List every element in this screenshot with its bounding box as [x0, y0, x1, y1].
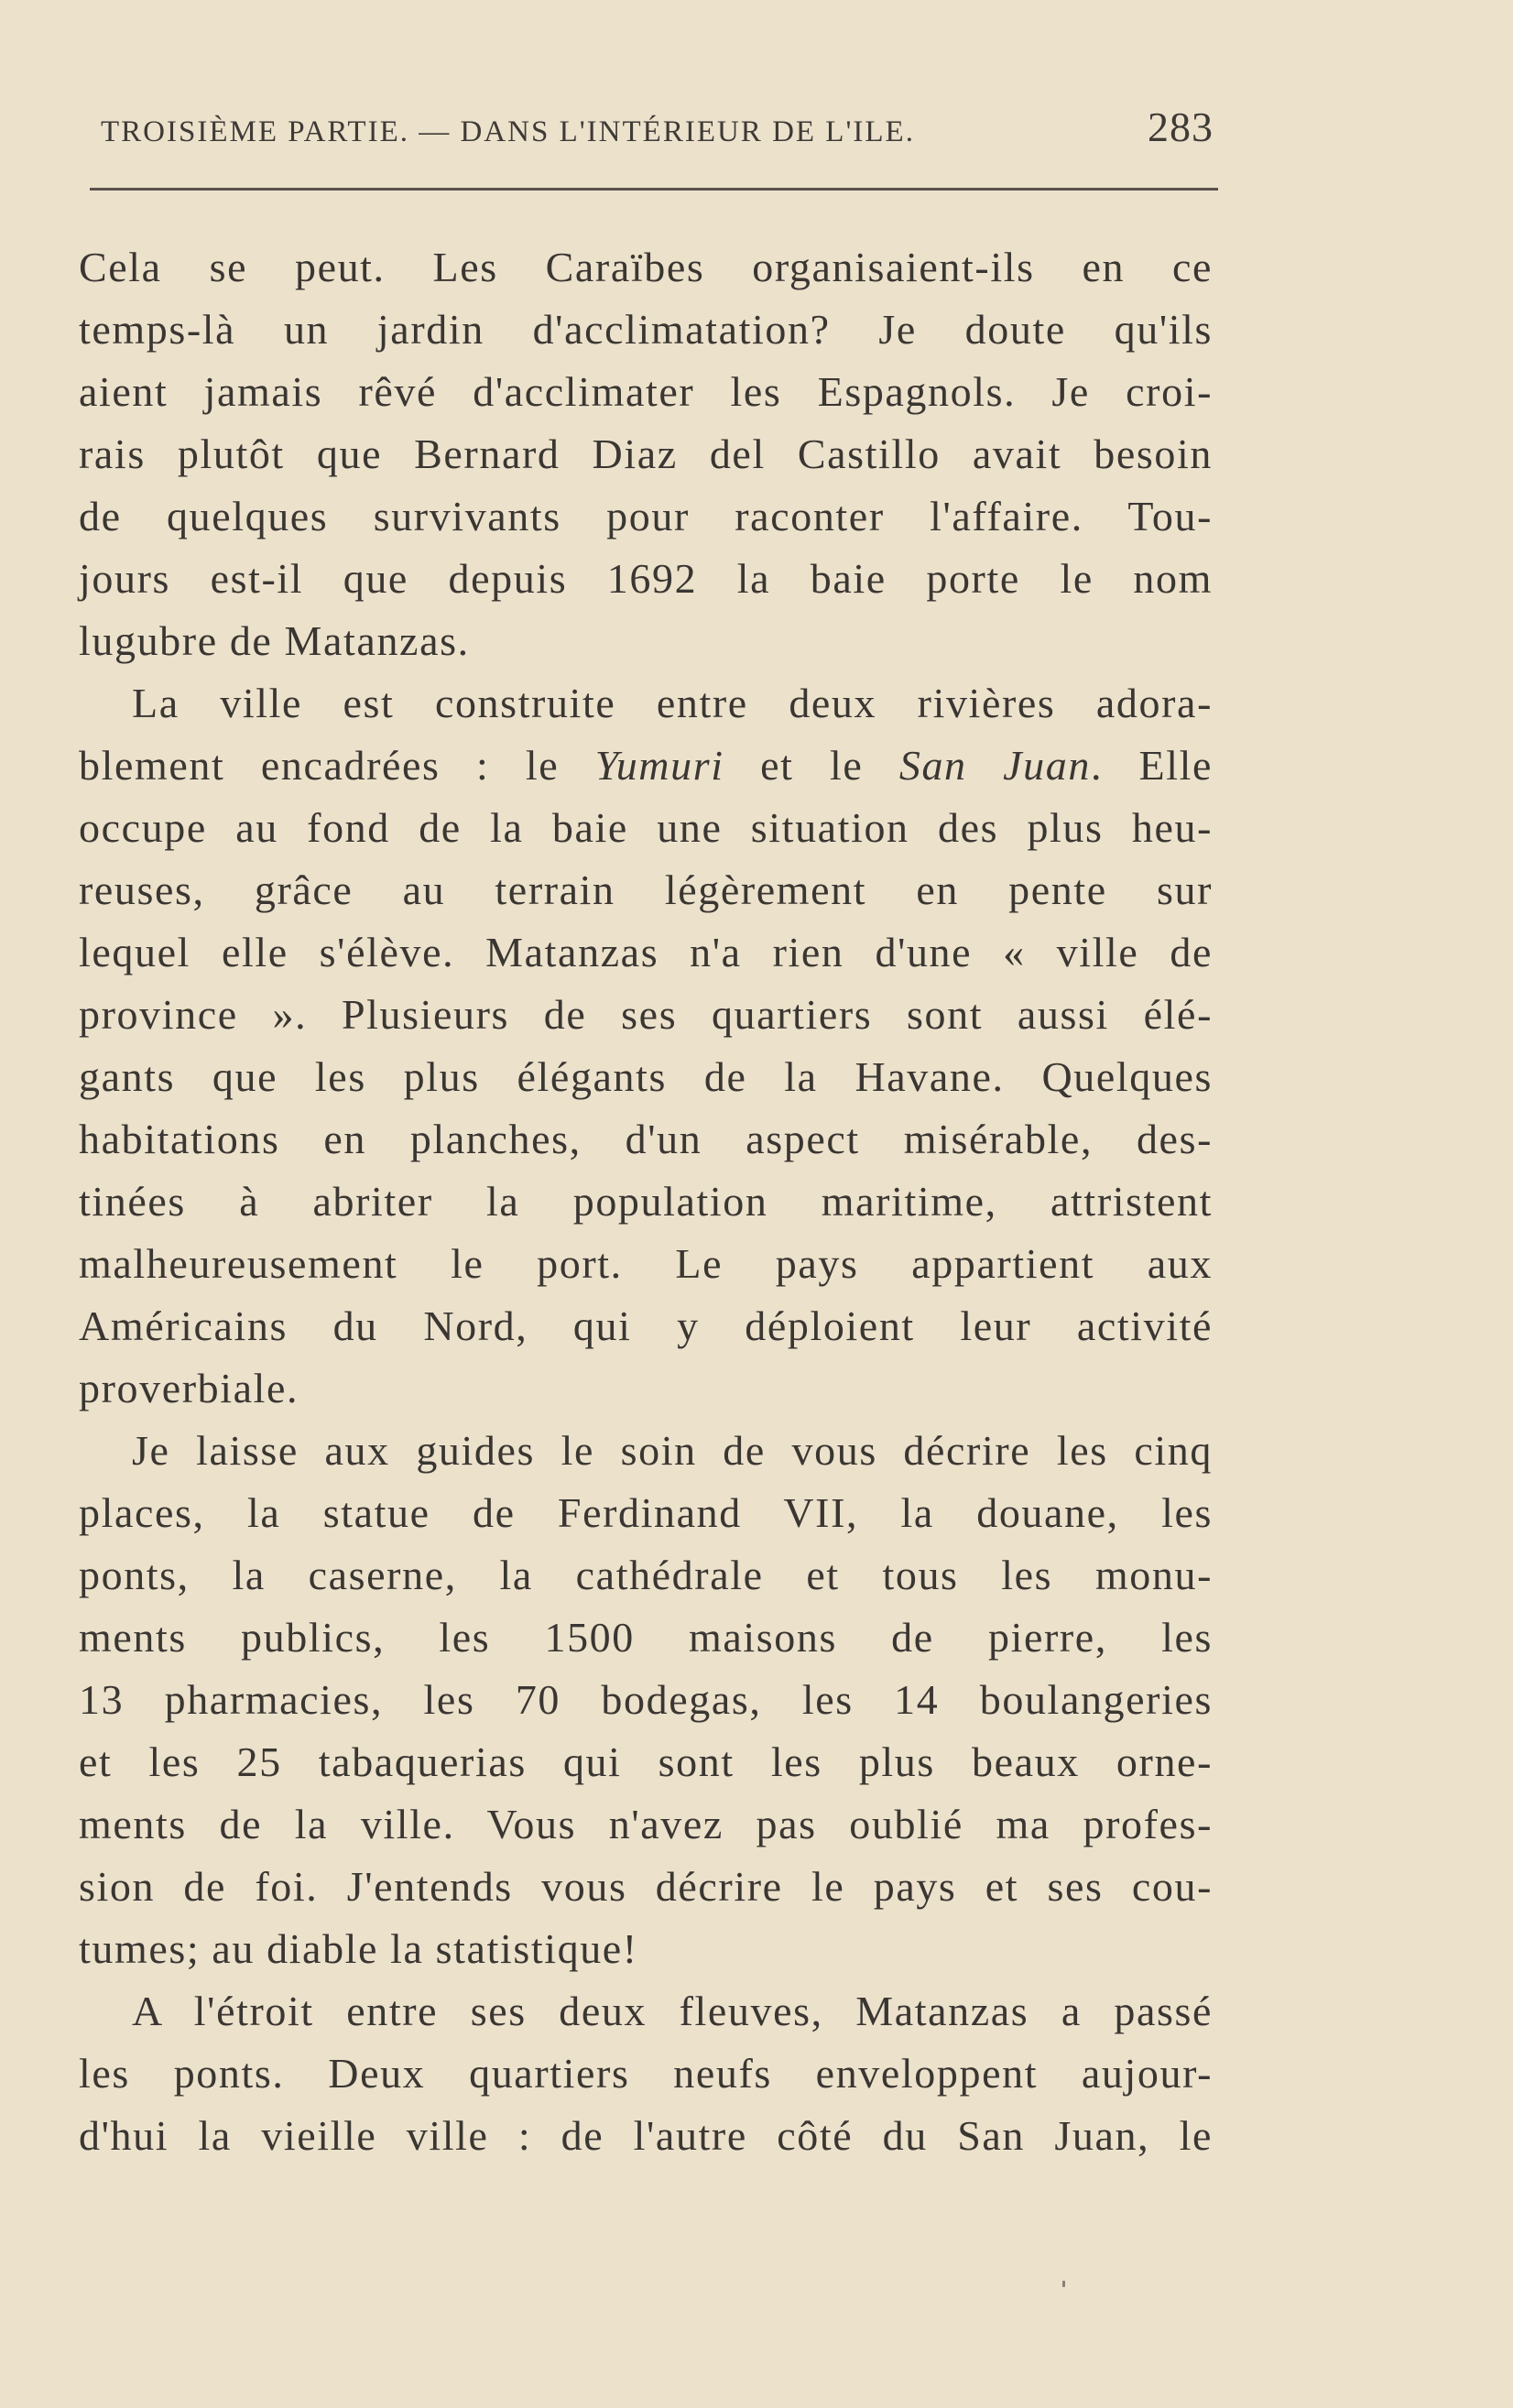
text-line: reuses, grâce au terrain légèrement en pente sur — [79, 866, 1213, 913]
text-line: habitations en planches, d'un aspect misérable, des- — [79, 1116, 1213, 1162]
text-line: temps-là un jardin d'acclimatation? Je doute qu'ils — [79, 306, 1213, 353]
text-line: jours est-il que depuis 1692 la baie porte le nom — [79, 555, 1213, 602]
running-title: TROISIÈME PARTIE. — DANS L'INTÉRIEUR DE L'ILE. — [101, 115, 915, 148]
text-segment: blement encadrées : le — [79, 742, 595, 789]
page-number: 283 — [1148, 104, 1214, 150]
text-line: tinées à abriter la population maritime, attristent — [79, 1178, 1213, 1225]
text-line: ponts, la caserne, la cathédrale et tous les monu- — [79, 1552, 1213, 1598]
text-line: places, la statue de Ferdinand VII, la douane, les — [79, 1489, 1213, 1536]
text-line: proverbiale. — [79, 1365, 299, 1411]
text-line: tumes; au diable la statistique! — [79, 1925, 638, 1972]
text-line: 13 pharmacies, les 70 bodegas, les 14 boulangeries — [79, 1676, 1213, 1723]
text-line: occupe au fond de la baie une situation des plus heu- — [79, 804, 1213, 851]
text-line: La ville est construite entre deux rivières adora- — [132, 680, 1213, 726]
river-name-san-juan: San Juan — [898, 742, 1091, 789]
text-line: aient jamais rêvé d'acclimater les Espagnols. Je croi- — [79, 368, 1213, 415]
text-line: rais plutôt que Bernard Diaz del Castillo avait besoin — [79, 430, 1213, 477]
text-segment: et le — [724, 742, 899, 789]
text-line: Je laisse aux guides le soin de vous décrire les cinq — [132, 1427, 1213, 1474]
running-head — [101, 103, 1214, 158]
text-line: province ». Plusieurs de ses quartiers sont aussi élé- — [79, 991, 1213, 1038]
river-name-yumuri: Yumuri — [594, 742, 724, 789]
header-rule — [90, 188, 1218, 191]
text-line: Américains du Nord, qui y déploient leur activité — [79, 1302, 1213, 1349]
text-line: de quelques survivants pour raconter l'affaire. Tou- — [79, 493, 1213, 539]
text-line-with-italics — [79, 735, 1213, 797]
text-line: lugubre de Matanzas. — [79, 617, 470, 664]
body-text — [79, 236, 1213, 2167]
text-segment: . Elle — [1090, 742, 1213, 789]
text-line: malheureusement le port. Le pays appartient aux — [79, 1240, 1213, 1287]
text-line: lequel elle s'élève. Matanzas n'a rien d'une « ville de — [79, 929, 1213, 975]
text-line: ments publics, les 1500 maisons de pierre, les — [79, 1614, 1213, 1661]
text-line: Cela se peut. Les Caraïbes organisaient-ils en ce — [79, 244, 1213, 290]
text-line: sion de foi. J'entends vous décrire le pays et ses cou- — [79, 1863, 1213, 1910]
text-line: A l'étroit entre ses deux fleuves, Matanzas a passé — [132, 1988, 1213, 2034]
text-line: les ponts. Deux quartiers neufs enveloppent aujour- — [79, 2050, 1213, 2097]
text-line: et les 25 tabaquerias qui sont les plus beaux orne- — [79, 1738, 1213, 1785]
paper-speck — [1062, 2281, 1065, 2287]
text-line: gants que les plus élégants de la Havane. Quelques — [79, 1053, 1213, 1100]
text-line: d'hui la vieille ville : de l'autre côté du San Juan, le — [79, 2112, 1213, 2159]
text-line: ments de la ville. Vous n'avez pas oublié ma profes- — [79, 1801, 1213, 1847]
